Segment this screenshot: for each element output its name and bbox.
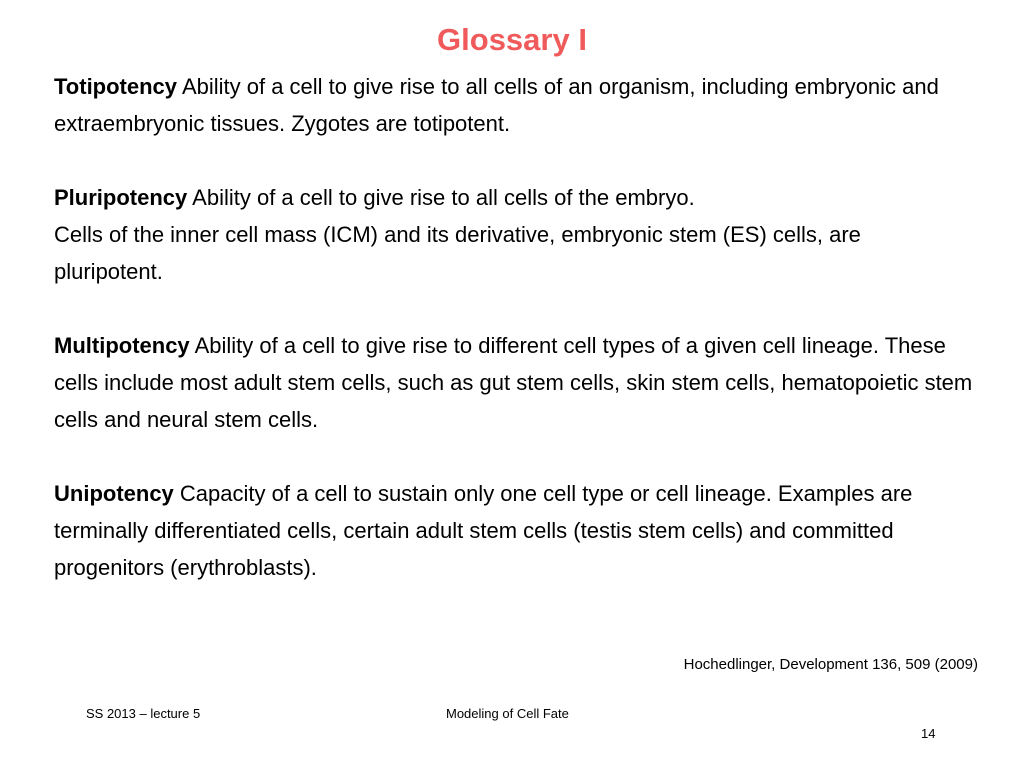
- definition-text-pluripotency: Ability of a cell to give rise to all cells of the embryo.: [192, 185, 695, 210]
- definition-text-multipotency: Ability of a cell to give rise to different cell types of a given cell lineage. These cells include most adult stem cells, such as gut stem cells, skin stem cells, hematopoietic stem cells and neural stem cells.: [54, 333, 973, 432]
- footer-course: SS 2013 – lecture 5: [86, 706, 201, 721]
- definition-text-totipotency: Ability of a cell to give rise to all cells of an organism, including embryonic and extraembryonic tissues. Zygotes are totipotent.: [54, 74, 939, 136]
- definition-pluripotency: [54, 179, 974, 290]
- citation: Hochedlinger, Development 136, 509 (2009): [683, 656, 978, 673]
- definition-totipotency: [54, 68, 974, 142]
- page-number: 14: [921, 726, 936, 741]
- definition-multipotency: [54, 327, 974, 438]
- definition-unipotency: [54, 475, 974, 586]
- term-pluripotency: Pluripotency: [54, 185, 188, 210]
- term-totipotency: Totipotency: [54, 74, 178, 99]
- term-multipotency: Multipotency: [54, 333, 190, 358]
- term-unipotency: Unipotency: [54, 481, 174, 506]
- footer-title: Modeling of Cell Fate: [446, 706, 569, 721]
- definition-text-unipotency: Capacity of a cell to sustain only one cell type or cell lineage. Examples are terminally differentiated cells, certain adult stem cells (testis stem cells) and committed progenitors (erythroblasts).: [54, 481, 913, 580]
- glossary-content: [54, 68, 974, 623]
- definition-extra-pluripotency: Cells of the inner cell mass (ICM) and its derivative, embryonic stem (ES) cells, are pluripotent.: [54, 222, 861, 284]
- slide-title: Glossary I: [437, 22, 587, 57]
